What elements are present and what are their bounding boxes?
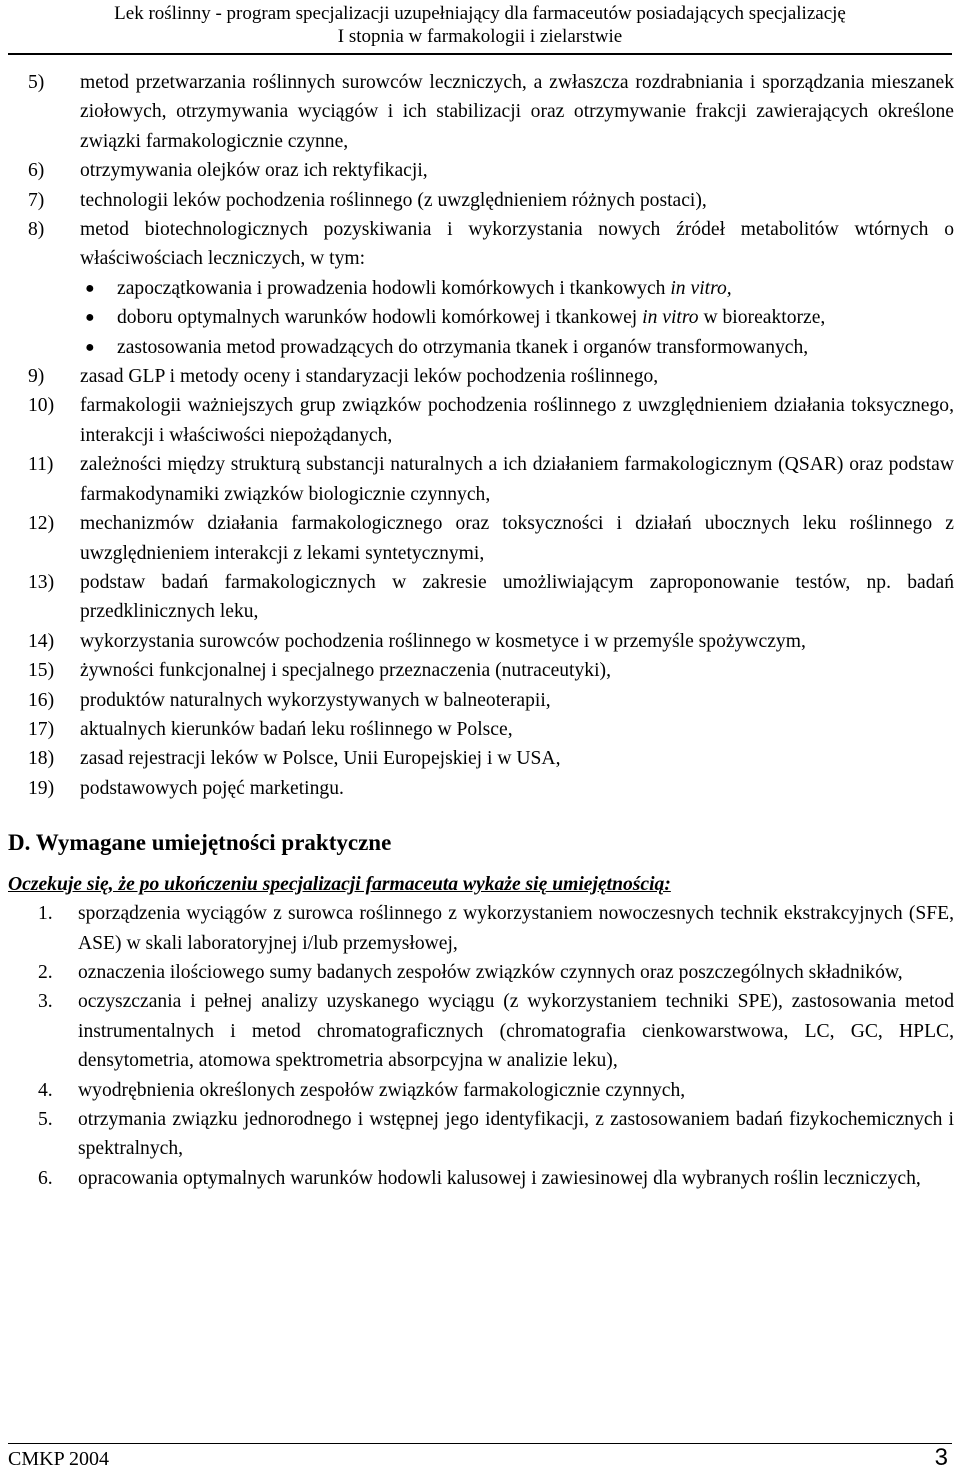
list-item-number: 10) bbox=[28, 395, 55, 417]
header-line-1: Lek roślinny - program specjalizacji uzupełniający dla farmaceutów posiadających specjalizację bbox=[114, 3, 846, 24]
bullet-text: zastosowania metod prowadzących do otrzymania tkanek i organów transformowanych, bbox=[117, 336, 809, 358]
list-item-text: opracowania optymalnych warunków hodowli kalusowej i zawiesinowej dla wybranych roślin leczniczych, bbox=[78, 1167, 921, 1189]
list-item-number: 2. bbox=[38, 961, 53, 983]
list-item bbox=[28, 715, 954, 744]
list-item-number: 6. bbox=[38, 1167, 53, 1189]
page-number: 3 bbox=[934, 1444, 948, 1471]
footer-rule bbox=[8, 1443, 952, 1444]
list-item bbox=[28, 744, 954, 773]
list-item-number: 18) bbox=[28, 748, 55, 770]
list-item-text: wyodrębnienia określonych zespołów związków farmakologicznie czynnych, bbox=[78, 1079, 686, 1101]
footer-text: CMKP 2004 bbox=[8, 1448, 109, 1470]
list-item-text: mechanizmów działania farmakologicznego oraz toksyczności i działań ubocznych leku roślinnego z uwzględnieniem interakcji z lekami syntetycznymi, bbox=[80, 513, 954, 564]
list-item-number: 3. bbox=[38, 991, 53, 1013]
list-item-number: 1. bbox=[38, 903, 53, 925]
list-item bbox=[26, 1164, 954, 1193]
list-item-number: 6) bbox=[28, 160, 45, 182]
bullet-list bbox=[28, 274, 954, 362]
section-heading: D. Wymagane umiejętności praktyczne bbox=[8, 830, 392, 856]
list-item-text: otrzymywania olejków oraz ich rektyfikacji, bbox=[80, 160, 428, 182]
list-item-number: 5. bbox=[38, 1109, 53, 1130]
list-item bbox=[28, 686, 954, 715]
list-item bbox=[28, 362, 954, 391]
document-body bbox=[8, 68, 954, 1193]
bullet-icon: ● bbox=[85, 279, 95, 297]
list-item bbox=[28, 509, 954, 568]
bullet-italic: in vitro bbox=[642, 307, 699, 329]
list-item-text: aktualnych kierunków badań leku roślinnego w Polsce, bbox=[80, 718, 513, 740]
list-item-text: technologii leków pochodzenia roślinnego (z uwzględnieniem różnych postaci), bbox=[80, 189, 707, 211]
knowledge-list-top bbox=[28, 68, 954, 274]
list-item-number: 4. bbox=[38, 1079, 53, 1101]
bullet-text: doboru optymalnych warunków hodowli komórkowej i tkankowej bbox=[117, 307, 643, 329]
list-item-text: żywności funkcjonalnej i specjalnego przeznaczenia (nutraceutyki), bbox=[80, 660, 611, 682]
list-item-number: 12) bbox=[28, 513, 55, 535]
list-item-text: oczyszczania i pełnej analizy uzyskanego wyciągu (z wykorzystaniem techniki SPE), zastosowania metod instrumentalnych i metod chromatograficznych (chromatografia cienkowarstwowa, LC, GC, HPLC, densytometria, atomowa spektrometria absorpcyjna w analizie leku), bbox=[78, 991, 954, 1072]
list-item-number: 8) bbox=[28, 219, 45, 241]
list-item bbox=[28, 627, 954, 656]
list-item bbox=[28, 68, 954, 156]
list-item bbox=[28, 186, 954, 215]
list-item-text: farmakologii ważniejszych grup związków pochodzenia roślinnego z uwzględnieniem działania toksycznego, interakcji i właściwości niepożądanych, bbox=[80, 395, 954, 446]
list-item-number: 19) bbox=[28, 777, 55, 799]
list-item-text: metod biotechnologicznych pozyskiwania i wykorzystania nowych źródeł metabolitów wtórnych o właściwościach leczniczych, w tym: bbox=[80, 219, 954, 270]
list-item-number: 7) bbox=[28, 189, 45, 211]
list-item bbox=[26, 987, 954, 1075]
list-item bbox=[28, 450, 954, 509]
bullet-icon: ● bbox=[85, 309, 95, 327]
list-item-number: 14) bbox=[28, 630, 55, 652]
list-item-number: 15) bbox=[28, 660, 55, 682]
knowledge-list-bottom bbox=[28, 362, 954, 803]
list-item-text: podstawowych pojęć marketingu. bbox=[80, 777, 344, 799]
list-item bbox=[26, 958, 954, 987]
skills-list bbox=[28, 899, 954, 1193]
list-item-text: sporządzenia wyciągów z surowca roślinnego z wykorzystaniem nowoczesnych technik ekstrakcyjnych (SFE, ASE) w skali laboratoryjnej i/lub przemysłowej, bbox=[78, 903, 954, 954]
list-item-number: 5) bbox=[28, 72, 45, 93]
list-item bbox=[28, 156, 954, 185]
list-item-number: 17) bbox=[28, 718, 55, 740]
bullet-text: zapoczątkowania i prowadzenia hodowli komórkowych i tkankowych bbox=[117, 277, 671, 299]
list-item-text: metod przetwarzania roślinnych surowców leczniczych, a zwłaszcza rozdrabniania i sporządzania mieszanek ziołowych, otrzymywania wyciągów i ich stabilizacji oraz otrzymywanie frakcji zawierających określone związki farmakologicznie czynne, bbox=[80, 72, 954, 152]
list-item bbox=[26, 1105, 954, 1164]
page-header bbox=[0, 2, 960, 48]
list-item-number: 9) bbox=[28, 366, 45, 388]
bullet-italic: in vitro, bbox=[670, 277, 732, 299]
list-item-text: otrzymania związku jednorodnego i wstępnej jego identyfikacji, z zastosowaniem badań fizykochemicznych i spektralnych, bbox=[78, 1109, 954, 1160]
list-item bbox=[28, 391, 954, 450]
header-line-2: I stopnia w farmakologii i zielarstwie bbox=[337, 26, 623, 47]
list-item bbox=[26, 1076, 954, 1105]
list-item-number: 13) bbox=[28, 571, 55, 593]
bullet-icon: ● bbox=[85, 338, 95, 356]
bullet-text-end: w bioreaktorze, bbox=[698, 307, 826, 329]
bullet-item bbox=[28, 333, 954, 362]
list-item bbox=[28, 774, 954, 803]
list-item bbox=[26, 899, 954, 958]
list-item-text: oznaczenia ilościowego sumy badanych zespołów związków czynnych oraz poszczególnych składników, bbox=[78, 961, 903, 983]
list-item bbox=[28, 568, 954, 627]
list-item bbox=[28, 215, 954, 274]
list-item-text: zależności między strukturą substancji naturalnych a ich działaniem farmakologicznym (QSAR) oraz podstaw farmakodynamiki związków biologicznie czynnych, bbox=[80, 454, 954, 505]
list-item-text: produktów naturalnych wykorzystywanych w balneoterapii, bbox=[80, 689, 551, 711]
bullet-item bbox=[28, 303, 954, 332]
header-rule bbox=[8, 53, 952, 55]
bullet-item bbox=[28, 274, 954, 303]
section-intro: Oczekuje się, że po ukończeniu specjalizacji farmaceuta wykaże się umiejętnością: bbox=[8, 874, 671, 896]
list-item bbox=[28, 656, 954, 685]
list-item-number: 16) bbox=[28, 689, 55, 711]
list-item-number: 11) bbox=[28, 454, 54, 476]
list-item-text: zasad GLP i metody oceny i standaryzacji leków pochodzenia roślinnego, bbox=[80, 366, 659, 388]
list-item-text: podstaw badań farmakologicznych w zakresie umożliwiającym zaproponowanie testów, np. badań przedklinicznych leku, bbox=[80, 571, 954, 623]
list-item-text: wykorzystania surowców pochodzenia roślinnego w kosmetyce i w przemyśle spożywczym, bbox=[80, 630, 806, 652]
list-item-text: zasad rejestracji leków w Polsce, Unii Europejskiej i w USA, bbox=[80, 748, 561, 770]
